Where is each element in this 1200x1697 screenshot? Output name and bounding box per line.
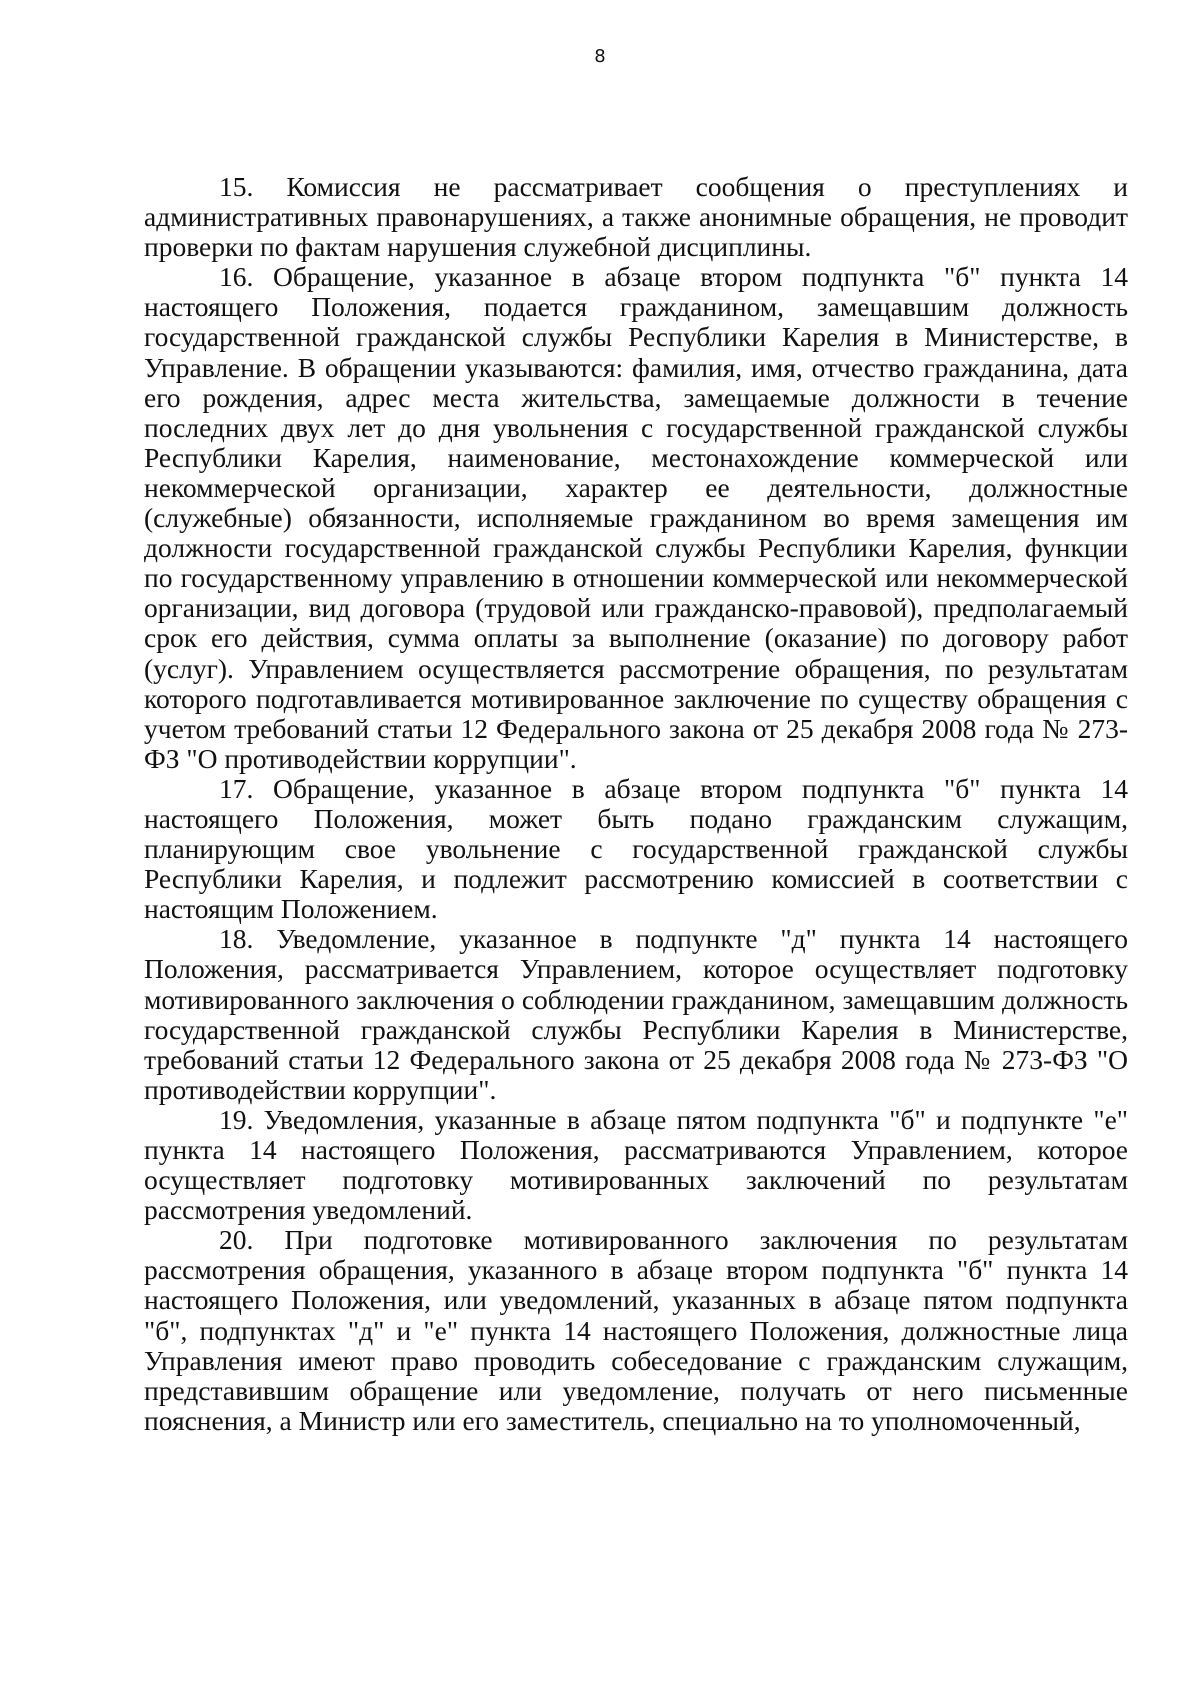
paragraph-18: 18. Уведомление, указанное в подпункте "д" пункта 14 настоящего Положения, рассматривается Управлением, которое осуществляет подготовку мотивированного заключения о соблюдении гражданином, замещавшим должность государственной гражданской службы Республики Карелия в Министерстве, требований статьи 12 Федерального закона от 25 декабря 2008 года № 273-ФЗ "О противодействии коррупции". [144, 923, 1128, 1105]
page-number: 8 [594, 46, 606, 67]
paragraph-17: 17. Обращение, указанное в абзаце втором подпункта "б" пункта 14 настоящего Положения, может быть подано гражданским служащим, планирующим свое увольнение с государственной гражданской службы Республики Карелия, и подлежит рассмотрению комиссией в соответствии с настоящим Положением. [144, 772, 1128, 925]
paragraph-20: 20. При подготовке мотивированного заключения по результатам рассмотрения обращения, указанного в абзаце втором подпункта "б" пункта 14 настоящего Положения, или уведомлений, указанных в абзаце пятом подпункта "б", подпунктах "д" и "е" пункта 14 настоящего Положения, должностные лица Управления имеют право проводить собеседование с гражданским служащим, представившим обращение или уведомление, получать от него письменные пояснения, а Министр или его заместитель, специально на то уполномоченный, [144, 1224, 1128, 1436]
paragraph-15: 15. Комиссия не рассматривает сообщения о преступлениях и административных правонарушениях, а также анонимные обращения, не проводит проверки по фактам нарушения служебной дисциплины. [144, 171, 1128, 263]
document-body [144, 172, 1128, 1436]
paragraph-16: 16. Обращение, указанное в абзаце втором подпункта "б" пункта 14 настоящего Положения, подается гражданином, замещавшим должность государственной гражданской службы Республики Карелия в Министерстве, в Управление. В обращении указываются: фамилия, имя, отчество гражданина, дата его рождения, адрес места жительства, замещаемые должности в течение последних двух лет до дня увольнения с государственной гражданской службы Республики Карелия, наименование, местонахождение коммерческой или некоммерческой организации, характер ее деятельности, должностные (служебные) обязанности, исполняемые гражданином во время замещения им должности государственной гражданской службы Республики Карелия, функции по государственному управлению в отношении коммерческой или некоммерческой организации, вид договора (трудовой или гражданско-правовой), предполагаемый срок его действия, сумма оплаты за выполнение (оказание) по договору работ (услуг). Управлением осуществляется рассмотрение обращения, по результатам которого подготавливается мотивированное заключение по существу обращения с учетом требований статьи 12 Федерального закона от 25 декабря 2008 года № 273-ФЗ "О противодействии коррупции". [144, 261, 1128, 774]
paragraph-19: 19. Уведомления, указанные в абзаце пятом подпункта "б" и подпункте "е" пункта 14 настоящего Положения, рассматриваются Управлением, которое осуществляет подготовку мотивированных заключений по результатам рассмотрения уведомлений. [144, 1103, 1128, 1226]
